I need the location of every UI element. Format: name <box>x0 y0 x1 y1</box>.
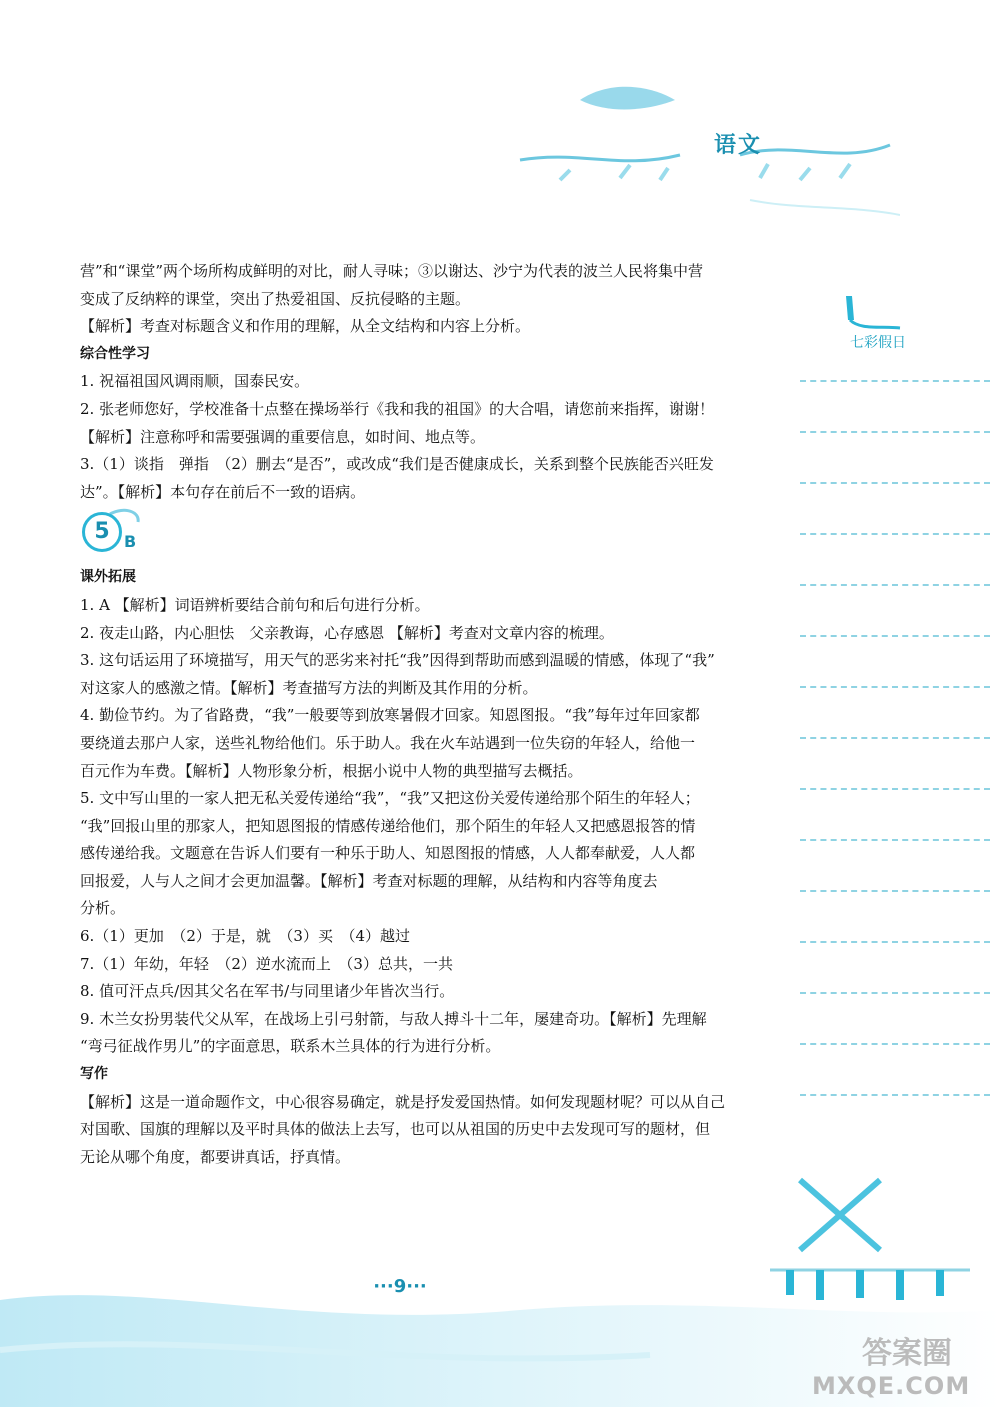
text-line: 【解析】考查对标题含义和作用的理解，从全文结构和内容上分析。 <box>80 317 531 336</box>
text-line: 百元作为车费。【解析】人物形象分析，根据小说中人物的典型描写去概括。 <box>80 761 583 780</box>
text-line: 对国歌、国旗的理解以及平时具体的做法上去写，也可以从祖国的历史中去发现可写的题材，但 <box>80 1120 711 1139</box>
text-line: 营”和“课堂”两个场所构成鲜明的对比，耐人寻味；③以谢达、沙宁为代表的波兰人民将集中营 <box>80 262 704 280</box>
unit-badge <box>80 506 780 564</box>
note-line <box>800 533 990 535</box>
text-line: “弯弓征战作男儿”的字面意思，联系木兰具体的行为进行分析。 <box>80 1037 501 1056</box>
text-line: 2. 夜走山路，内心胆怯 父亲教诲，心存感恩 【解析】考查对文章内容的梳理。 <box>80 623 614 642</box>
section-heading: 课外拓展 <box>80 569 136 586</box>
note-line <box>800 890 990 892</box>
text-line: 3.（1）谈指 弹指 （2）删去“是否”，或改成“我们是否健康成长，关系到整个民族能否兴旺发 <box>80 455 714 474</box>
note-line <box>800 482 990 484</box>
text-line: 【解析】注意称呼和需要强调的重要信息，如时间、地点等。 <box>80 427 486 446</box>
note-line <box>800 788 990 790</box>
note-line <box>800 584 990 586</box>
text-line: 【解析】这是一道命题作文，中心很容易确定，就是抒发爱国热情。如何发现题材呢？可以从自己 <box>80 1092 726 1111</box>
header-decoration <box>500 60 900 220</box>
answer-content <box>80 258 780 1171</box>
subject-title: 语文 <box>714 132 763 158</box>
text-line: 无论从哪个角度，都要讲真话，抒真情。 <box>80 1147 351 1166</box>
bottom-art-decoration <box>770 1160 970 1310</box>
text-line: 对这家人的感激之情。【解析】考查描写方法的判断及其作用的分析。 <box>80 678 538 697</box>
section-heading: 写作 <box>80 1066 108 1083</box>
text-line: 2. 张老师您好，学校准备十点整在操场举行《我和我的祖国》的大合唱，请您前来指挥，谢谢！ <box>80 399 715 418</box>
text-line: “我”回报山里的那家人，把知恩图报的情感传递给他们，那个陌生的年轻人又把感恩报答的情 <box>80 816 696 835</box>
text-line: 8. 值可汗点兵/因其父名在军书/与同里诸少年皆次当行。 <box>80 982 455 1001</box>
text-line: 5. 文中写山里的一家人把无私关爱传递给“我”，“我”又把这份关爱传递给那个陌生的年轻人； <box>80 789 700 808</box>
watermark-logo: 答案圈 <box>862 1336 952 1371</box>
note-line <box>800 1094 990 1096</box>
unit-number: 5 <box>82 512 122 552</box>
page-number: ···9··· <box>373 1276 427 1297</box>
note-line <box>800 992 990 994</box>
text-line: 1. 祝福祖国风调雨顺，国泰民安。 <box>80 372 310 391</box>
note-line <box>800 431 990 433</box>
note-line <box>800 941 990 943</box>
note-line <box>800 635 990 637</box>
text-line: 分析。 <box>80 899 126 918</box>
text-line: 1. A 【解析】词语辨析要结合前句和后句进行分析。 <box>80 595 430 614</box>
note-line <box>800 737 990 739</box>
section-heading: 综合性学习 <box>80 345 150 362</box>
note-lines <box>800 380 990 1145</box>
text-line: 感传递给我。文题意在告诉人们要有一种乐于助人、知恩图报的情感，人人都奉献爱，人人都 <box>80 844 696 863</box>
text-line: 4. 勤俭节约。为了省路费，“我”一般要等到放寒暑假才回家。知恩图报。“我”每年过年回家都 <box>80 706 700 725</box>
sidebar-label: 七彩假日 <box>850 335 906 351</box>
note-line <box>800 686 990 688</box>
text-line: 达”。【解析】本句存在前后不一致的语病。 <box>80 482 366 501</box>
text-line: 7.（1）年幼，年轻 （2）逆水流而上 （3）总共，一共 <box>80 954 453 973</box>
text-line: 6.（1）更加 （2）于是，就 （3）买 （4）越过 <box>80 927 410 946</box>
text-line: 3. 这句话运用了环境描写，用天气的恶劣来衬托“我”因得到帮助而感到温暖的情感，体现了“我” <box>80 651 715 670</box>
unit-letter: B <box>124 532 137 552</box>
text-line: 回报爱，人与人之间才会更加温馨。【解析】考查对标题的理解，从结构和内容等角度去 <box>80 871 658 890</box>
text-line: 要绕道去那户人家，送些礼物给他们。乐于助人。我在火车站遇到一位失窃的年轻人，给他一 <box>80 733 696 752</box>
note-line <box>800 1043 990 1045</box>
note-line <box>800 380 990 382</box>
note-line <box>800 839 990 841</box>
text-line: 变成了反纳粹的课堂，突出了热爱祖国、反抗侵略的主题。 <box>80 289 471 308</box>
watermark-url: MXQE.COM <box>812 1372 971 1400</box>
text-line: 9. 木兰女扮男装代父从军，在战场上引弓射箭，与敌人搏斗十二年，屡建奇功。【解析】先理解 <box>80 1009 707 1028</box>
